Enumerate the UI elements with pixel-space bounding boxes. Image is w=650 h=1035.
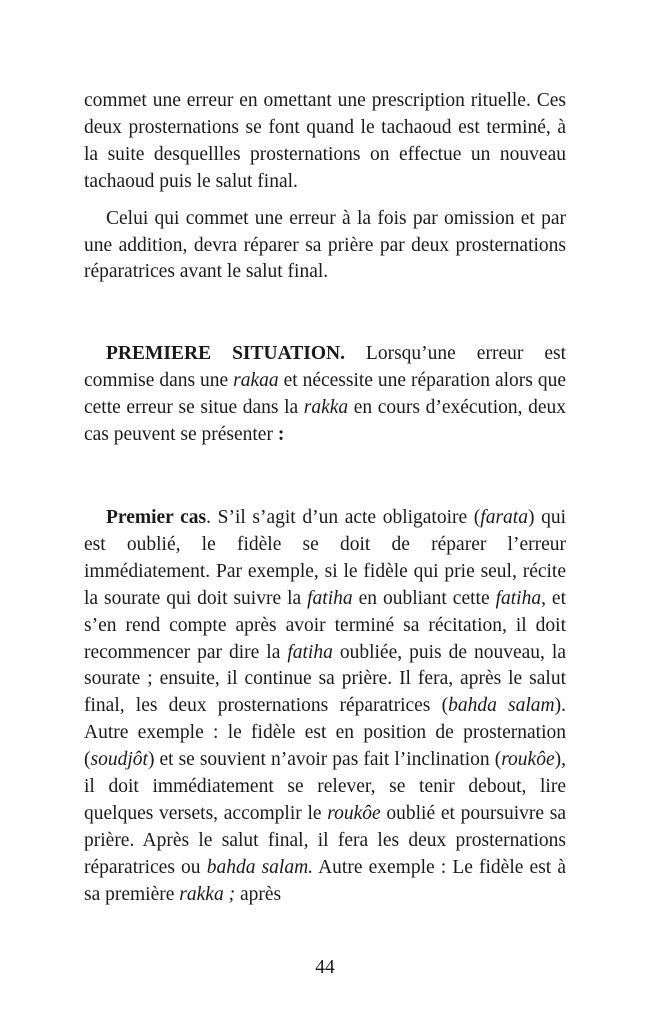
text-run: ), il doit immédiatement se relever, se tenir debout, lire quelques versets, accomplir le (84, 749, 566, 824)
bold-colon: : (277, 424, 285, 446)
text-run: Autre exemple : Le fidèle est à sa première (84, 856, 566, 905)
paragraph-2 (84, 206, 566, 287)
text-run: oublié et poursuivre sa prière. Après le salut final, il fera les deux prosternations réparatrices ou (84, 802, 566, 878)
italic-term: fatiha (307, 587, 353, 609)
text-run: oubliée, puis de nouveau, la sourate ; ensuite, il continue sa prière. Il fera, après le salut final, les deux prosternations réparatrices ( (84, 641, 566, 717)
italic-term: bahda salam (448, 695, 555, 717)
italic-term: fatiha (287, 641, 333, 663)
text-run: ) qui est oublié, le fidèle se doit de réparer l’erreur immédiatement. Par exemple, si le fidèle qui prie seul, récite la sourate qui doit suivre la (84, 506, 566, 609)
text-run: ) et se souvient n’avoir pas fait l’inclination ( (147, 749, 502, 771)
italic-term: rakka (303, 397, 349, 419)
italic-term: rakka ; (179, 883, 236, 905)
paragraph-premier-cas (84, 505, 566, 909)
text-run: et nécessite une réparation alors que cette erreur se situe dans la (84, 370, 566, 419)
text-run: ). Autre exemple : le fidèle est en position de prosternation ( (84, 695, 567, 771)
page-number: 44 (315, 957, 335, 978)
section-heading-premiere-situation: PREMIERE SITUATION. (106, 343, 345, 365)
italic-term: soudjôt (90, 749, 148, 771)
italic-term: roukôe (501, 749, 555, 771)
italic-term: roukôe (327, 802, 381, 824)
italic-term: farata (480, 506, 528, 528)
section-heading-premier-cas: Premier cas (106, 506, 207, 528)
text-run: et s’en rend compte après avoir terminé sa récitation, il doit recommencer par dire la (84, 587, 566, 663)
italic-term: fatiha, (495, 587, 546, 609)
text-run: Lorsqu’une erreur est commise dans une (84, 343, 566, 392)
paragraph-1-text: commet une erreur en omettant une prescription rituelle. Ces deux prosternations se font quand le tachaoud est terminé, à la suite desquellles prosternations on effectue un nouveau tachaoud puis le salut final. (84, 90, 566, 192)
text-run: en oubliant cette (352, 587, 496, 609)
italic-term: bahda salam. (206, 856, 314, 878)
paragraph-premiere-situation (84, 341, 566, 449)
page-body (84, 88, 566, 909)
text-run: en cours d’exécution, deux cas peuvent se présenter (84, 397, 566, 446)
text-run: . S’il s’agit d’un acte obligatoire ( (206, 506, 481, 528)
italic-term: rakaa (233, 370, 279, 392)
text-run: après (235, 883, 282, 905)
paragraph-1 (84, 88, 566, 196)
paragraph-2-text: Celui qui commet une erreur à la fois par omission et par une addition, devra réparer sa prière par deux prosternations réparatrices avant le salut final. (84, 207, 566, 283)
